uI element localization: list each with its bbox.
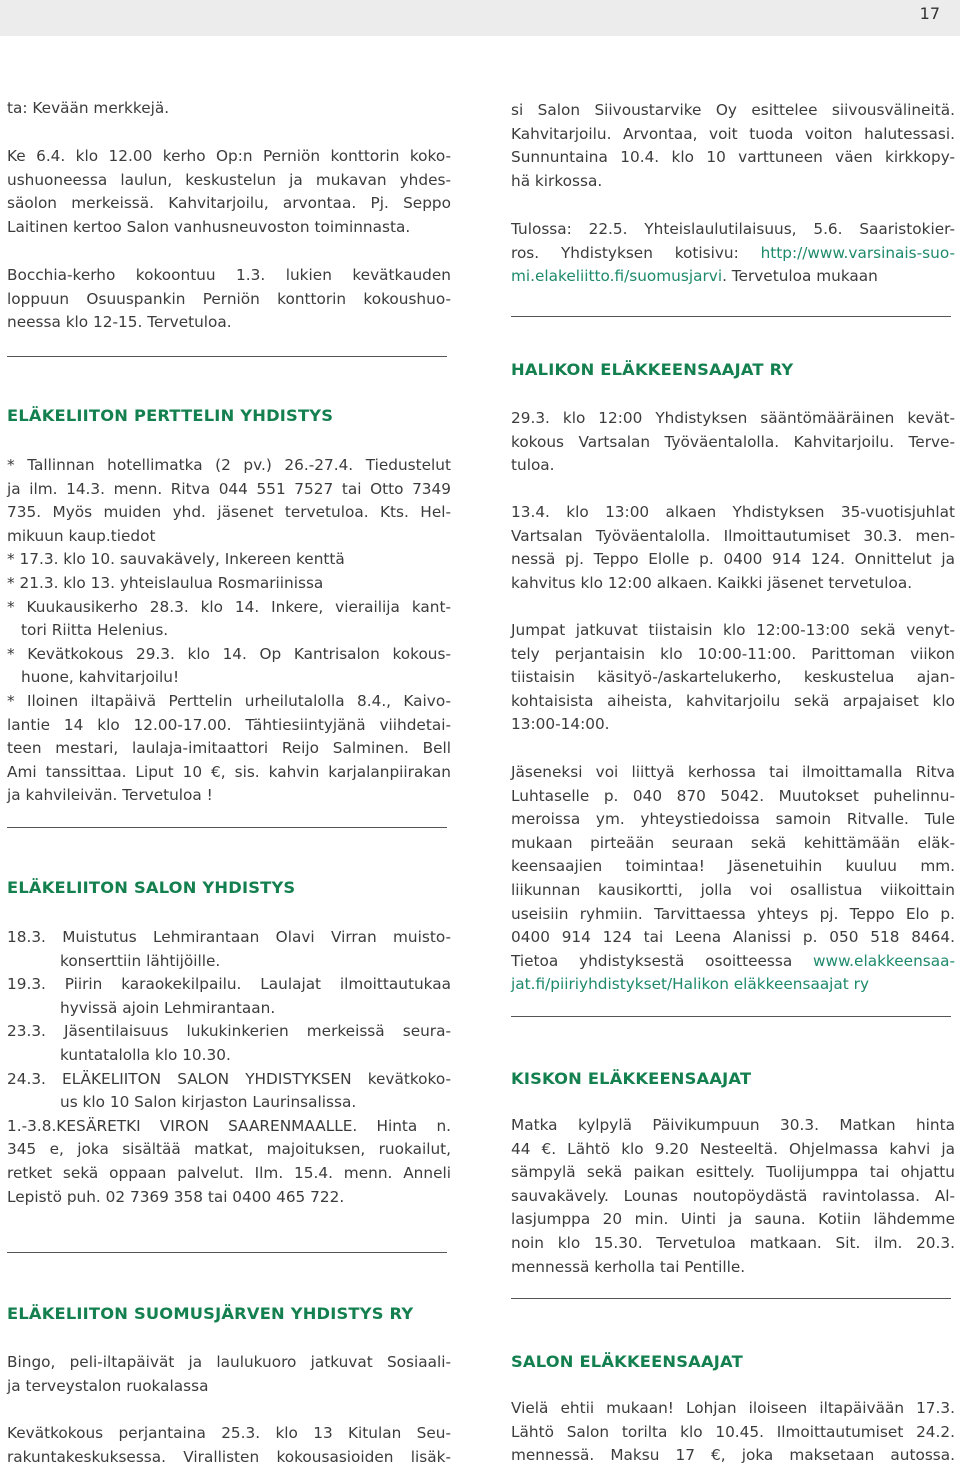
text-line: Lähtö Salon torilta klo 10.45. Ilmoittautumiset 24.2. [511, 1422, 955, 1441]
text-line: 13.4. klo 13:00 alkaen Yhdistyksen 35-vuotisjuhlat [511, 503, 955, 521]
text-line: useisiin ryhmiin. Tarvittaessa yhteys pj. Teppo Elo p. [511, 904, 955, 923]
text-line: kuntatalolla klo 10.30. [60, 1045, 231, 1064]
text-line [511, 242, 955, 266]
text-line: huone, kahvitarjoilu! [21, 668, 180, 687]
text-line: 345 e, joka sisältää matkat, majoituksen, ruokailut, [7, 1140, 451, 1159]
text-line: 0400 914 124 tai Leena Alanissi p. 050 518 8464. [511, 928, 955, 947]
text-line: Lepistö puh. 02 7369 358 tai 0400 465 722. [7, 1187, 345, 1206]
text-line: ja ilm. 14.3. menn. Ritva 044 551 7527 tai Otto 7349 [7, 479, 451, 498]
website-link[interactable]: www.elakkeensaa- [813, 951, 955, 970]
text-line: mennessä kerholla tai Pentille. [511, 1257, 746, 1276]
text-line: teen mestari, laulaja-imitaattori Reijo Salminen. Bell [7, 739, 451, 758]
text-line: ushuoneessa laulun, keskustelun ja mukavan yhdes- [7, 170, 451, 189]
text-line: * Kuukausikerho 28.3. klo 14. Inkere, vierailija kant- [7, 597, 451, 616]
text-line: tiistaisin käsityö-/askartelukerho, keskustelua ajan- [511, 668, 955, 687]
text-line: * Iloinen iltapäivä Perttelin urheilutalolla 8.4., Kaivo- [7, 691, 451, 710]
text-line: hyvissä ajoin Lehmirantaan. [60, 998, 276, 1017]
halikon-jaseneksi [511, 761, 955, 997]
section-divider [511, 1016, 951, 1017]
text-line: lasjumppa 20 min. Uinti ja sauna. Kotiin lähdemme [511, 1210, 955, 1229]
text-line: kokous Vartsalan Työväentalolla. Kahvitarjoilu. Terve- [511, 432, 955, 451]
salon-elakkeensaajat-body [511, 1397, 955, 1468]
text-fragment: . Tervetuloa mukaan [722, 267, 878, 286]
section-divider [511, 316, 951, 317]
section-heading-perttelin: ELÄKELIITON PERTTELIN YHDISTYS [7, 406, 334, 425]
text-line [511, 950, 955, 974]
section-divider [7, 827, 447, 828]
suomusjarvi-tulossa [511, 218, 955, 289]
section-divider [7, 1252, 447, 1253]
text-line: hä kirkossa. [511, 171, 603, 190]
text-line: noin klo 15.30. Tervetuloa matkaan. Sit. ilm. 20.3. [511, 1233, 955, 1252]
text-line: kahvitus klo 12:00 alkaen. Kaikki jäsenet tervetuloa. [511, 573, 913, 592]
text-line: 29.3. klo 12:00 Yhdistyksen sääntömääräinen kevät- [511, 409, 955, 427]
halikon-kevatkokous [511, 407, 955, 478]
text-line: neessa klo 12-15. Tervetuloa. [7, 313, 232, 332]
text-line: meroissa ym. yhteystiedoissa samoin Ritvalle. Tule [511, 810, 955, 829]
text-line: ja kahvileivän. Tervetuloa ! [7, 786, 213, 805]
text-line: sämpylä sekä paikan esittely. Tuolijumppa tai ohjattu [511, 1163, 955, 1182]
halikon-jumpat [511, 619, 955, 737]
section-heading-salon-elakkeensaajat: SALON ELÄKKEENSAAJAT [511, 1352, 743, 1371]
section-heading-halikon: HALIKON ELÄKKEENSAAJAT RY [511, 360, 794, 379]
text-line: Ke 6.4. klo 12.00 kerho Op:n Perniön konttorin koko- [7, 147, 451, 165]
bocchia-paragraph [7, 264, 451, 335]
perttelin-body [7, 454, 451, 808]
text-line: 19.3. Piirin karaokekilpailu. Laulajat ilmoittautukaa [7, 975, 451, 994]
text-line: 735. Myös muiden yhd. jäsenet tervetuloa. Kts. Hel- [7, 503, 451, 522]
text-line: loppuun Osuuspankin Perniön konttorin kokoushuo- [7, 289, 451, 308]
text-line [511, 265, 955, 289]
section-divider [7, 356, 447, 357]
intro-paragraph [7, 97, 451, 121]
text-line: tuloa. [511, 456, 555, 475]
text-line: * Tallinnan hotellimatka (2 pv.) 26.-27.4. Tiedustelut [7, 456, 451, 474]
homepage-link[interactable]: http://www.varsinais-suo- [760, 243, 955, 262]
text-line: säolon merkeissä. Kahvitarjoilu, arvontaa. Pj. Seppo [7, 194, 451, 213]
text-line [511, 973, 955, 997]
text-line: 1.-3.8.KESÄRETKI VIRON SAARENMAALLE. Hinta n. [7, 1116, 451, 1135]
suomusjarvi-bingo [7, 1351, 451, 1398]
text-line: Jäseneksi voi liittyä kerhossa tai ilmoittamalla Ritva [511, 763, 955, 781]
text-line: 24.3. ELÄKELIITON SALON YHDISTYKSEN kevätkoko- [7, 1069, 451, 1088]
text-line: mikuun kaup.tiedot [7, 526, 156, 545]
text-fragment: Tietoa yhdistyksestä osoitteessa [511, 951, 814, 970]
text-line: mukaan pirteään seuraan sekä kehittämään eläk- [511, 833, 955, 852]
section-heading-suomusjarvi: ELÄKELIITON SUOMUSJÄRVEN YHDISTYS RY [7, 1304, 414, 1323]
text-line: Vielä ehtii mukaan! Lohjan iloiseen iltapäivään 17.3. [511, 1399, 955, 1417]
text-line: ta: Kevään merkkejä. [7, 99, 170, 117]
text-line: Kevätkokous perjantaina 25.3. klo 13 Kitulan Seu- [7, 1424, 451, 1442]
section-heading-salon-yhdistys: ELÄKELIITON SALON YHDISTYS [7, 878, 296, 897]
text-line: * 17.3. klo 10. sauvakävely, Inkereen kenttä [7, 550, 345, 569]
text-line: tely perjantaisin klo 10:00-11:00. Parittoman viikon [511, 644, 955, 663]
text-line: si Salon Siivoustarvike Oy esittelee siivousvälineitä. [511, 101, 955, 119]
homepage-link-continued[interactable]: mi.elakeliitto.fi/suomusjarvi [511, 267, 723, 286]
text-line: Sunnuntaina 10.4. klo 10 varttuneen väen kirkkopy- [511, 148, 955, 167]
text-line: Ami tanssittaa. Liput 10 €, sis. kahvin karjalanpiirakan [7, 762, 451, 781]
text-line: Laitinen kertoo Salon vanhusneuvoston toiminnasta. [7, 217, 411, 236]
text-line: Kahvitarjoilu. Arvontaa, voit tuoda voiton halutessasi. [511, 124, 955, 143]
text-line: Tulossa: 22.5. Yhteislaulutilaisuus, 5.6. Saaristokier- [511, 220, 955, 238]
kiskon-body [511, 1114, 955, 1279]
section-heading-kiskon: KISKON ELÄKKEENSAAJAT [511, 1069, 752, 1088]
text-line: lantie 14 klo 12.00-17.00. Tähtiesiintyjänä viihdetai- [7, 715, 451, 734]
kerho-paragraph [7, 145, 451, 239]
section-divider [511, 1298, 951, 1299]
text-line: konserttiin lähtijöille. [60, 951, 221, 970]
text-line: rakuntakeskuksessa. Virallisten kokousasioiden lisäk- [7, 1447, 451, 1466]
text-line: Matka kylpylä Päivikumpuun 30.3. Matkan hinta [511, 1116, 955, 1134]
text-line: Vartsalan Työväentalolla. Ilmoittautumiset 30.3. men- [511, 526, 955, 545]
text-line: Luhtaselle p. 040 870 5042. Muutokset puhelinnu- [511, 786, 955, 805]
text-line: * 21.3. klo 13. yhteislaulua Rosmariinissa [7, 573, 324, 592]
text-line: sauvakävely. Lounas noutopöydästä ravintolassa. Al- [511, 1186, 955, 1205]
text-line: us klo 10 Salon kirjaston Laurinsalissa. [60, 1093, 357, 1112]
text-line: Bocchia-kerho kokoontuu 1.3. lukien kevätkauden [7, 266, 451, 284]
suomusjarvi-kevatkokous [7, 1422, 451, 1469]
page-header-band [0, 0, 960, 36]
text-line: ja terveystalon ruokalassa [7, 1376, 209, 1395]
website-link-continued[interactable]: jat.fi/piiriyhdistykset/Halikon eläkkeensaajat ry [511, 975, 870, 994]
text-line: keensaajien toimintaa! Jäsenetuihin kuuluu mm. [511, 857, 955, 876]
text-line: * Kevätkokous 29.3. klo 14. Op Kantrisalon kokous- [7, 644, 451, 663]
text-line: tori Riitta Helenius. [21, 621, 169, 640]
text-line: Jumpat jatkuvat tiistaisin klo 12:00-13:00 sekä venyt- [511, 621, 955, 639]
text-line: Bingo, peli-iltapäivät ja laulukuoro jatkuvat Sosiaali- [7, 1353, 451, 1371]
text-line: 13:00-14:00. [511, 715, 610, 734]
text-line: 23.3. Jäsentilaisuus lukukinkerien merkeissä seura- [7, 1022, 451, 1041]
text-line: mennessä. Maksu 17 €, joka maksetaan autossa. [511, 1446, 955, 1465]
text-line: retket sekä oppaan palvelut. Ilm. 15.4. menn. Anneli [7, 1163, 451, 1182]
text-fragment: ros. Yhdistyksen kotisivu: [511, 243, 761, 262]
text-line: 44 €. Lähtö klo 9.20 Nesteeltä. Ohjelmassa kahvi ja [511, 1139, 955, 1158]
suomusjarvi-continued [511, 99, 955, 193]
text-line: kohtaisista aiheista, kahvitarjoilu sekä arpajaiset klo [511, 691, 955, 710]
text-line: liikunnan kausikortti, jolla voi osallistua viikoittain [511, 880, 955, 899]
page-number: 17 [919, 4, 940, 23]
salon-yhdistys-body [7, 926, 451, 1209]
text-line: nessä pj. Teppo Elolle p. 0400 914 124. Onnittelut ja [511, 550, 955, 569]
halikon-juhlat [511, 501, 955, 595]
text-line: 18.3. Muistutus Lehmirantaan Olavi Virran muisto- [7, 928, 451, 946]
